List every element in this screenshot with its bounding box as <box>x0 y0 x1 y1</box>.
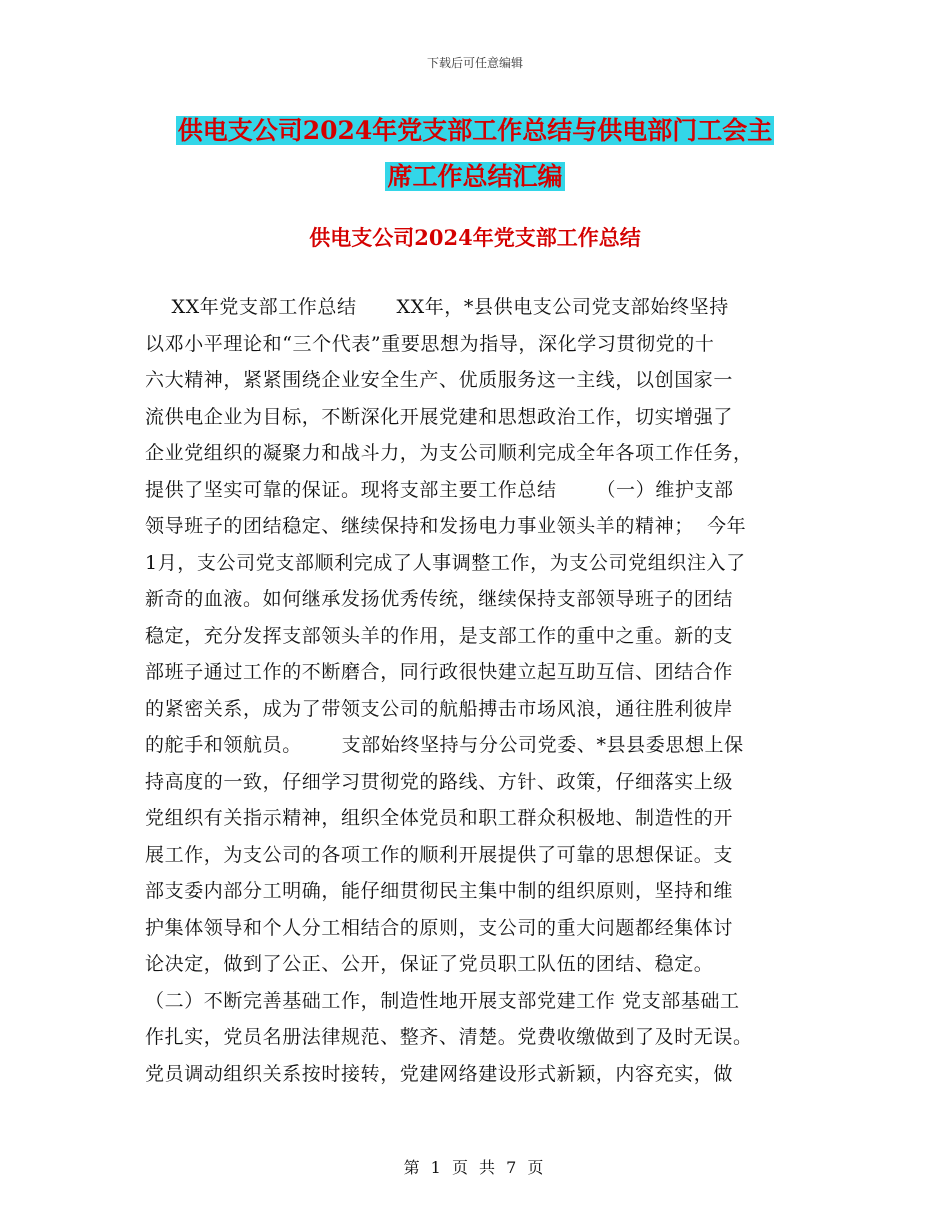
document-title-line-2: 席工作总结汇编 <box>387 162 563 191</box>
page-footer: 第 1 页 共 7 页 <box>403 1158 547 1177</box>
body-line: 作扎实，党员名册法律规范、整齐、清楚。党费收缴做到了及时无误。 <box>145 1026 753 1048</box>
body-line: 流供电企业为目标，不断深化开展党建和思想政治工作，切实增强了 <box>145 405 734 428</box>
body-line: 领导班子的团结稳定、继续保持和发扬电力事业领头羊的精神； 今年 <box>145 515 747 537</box>
body-line: 1月，支公司党支部顺利完成了人事调整工作，为支公司党组织注入了 <box>145 551 746 574</box>
body-line: 党员调动组织关系按时接转，党建网络建设形式新颖，内容充实，做 <box>145 1062 734 1085</box>
section-title: 供电支公司2024年党支部工作总结 <box>309 225 641 250</box>
body-line: 以邓小平理论和“三个代表”重要思想为指导，深化学习贯彻党的十 <box>145 332 715 355</box>
body-line: 新奇的血液。如何继承发扬优秀传统，继续保持支部领导班子的团结 <box>145 588 734 610</box>
body-line: 部支委内部分工明确，能仔细贯彻民主集中制的组织原则，坚持和维 <box>145 880 734 902</box>
body-line: 六大精神，紧紧围绕企业安全生产、优质服务这一主线，以创国家一 <box>145 369 734 391</box>
body-line: 护集体领导和个人分工相结合的原则，支公司的重大问题都经集体讨 <box>145 916 734 939</box>
document-title-line-1: 供电支公司2024年党支部工作总结与供电部门工会主 <box>177 116 773 145</box>
body-line: 稳定，充分发挥支部领头羊的作用，是支部工作的重中之重。新的支 <box>145 624 734 647</box>
body-line: 部班子通过工作的不断磨合，同行政很快建立起互助互信、团结合作 <box>145 661 734 683</box>
body-line: （二）不断完善基础工作，制造性地开展支部党建工作 党支部基础工 <box>145 989 740 1012</box>
body-line: 的紧密关系，成为了带领支公司的航船搏击市场风浪，通往胜利彼岸 <box>145 697 734 720</box>
body-line: 的舵手和领航员。 支部始终坚持与分公司党委、*县县委思想上保 <box>145 734 744 756</box>
page-header: 下载后可任意编辑 <box>426 56 523 70</box>
body-line: 展工作，为支公司的各项工作的顺利开展提供了可靠的思想保证。支 <box>145 843 734 866</box>
body-line: 论决定，做到了公正、公开，保证了党员职工队伍的团结、稳定。 <box>145 953 714 975</box>
body-line: 企业党组织的凝聚力和战斗力，为支公司顺利完成全年各项工作任务， <box>145 442 753 464</box>
document-title <box>130 108 820 200</box>
body-line: 持高度的一致，仔细学习贯彻党的路线、方针、政策，仔细落实上级 <box>145 770 734 793</box>
body-text <box>145 289 805 1092</box>
body-line: XX年党支部工作总结 XX年，*县供电支公司党支部始终坚持 <box>145 296 729 318</box>
body-line: 党组织有关指示精神，组织全体党员和职工群众积极地、制造性的开 <box>145 807 734 829</box>
body-line: 提供了坚实可靠的保证。现将支部主要工作总结 （一）维护支部 <box>145 478 734 501</box>
